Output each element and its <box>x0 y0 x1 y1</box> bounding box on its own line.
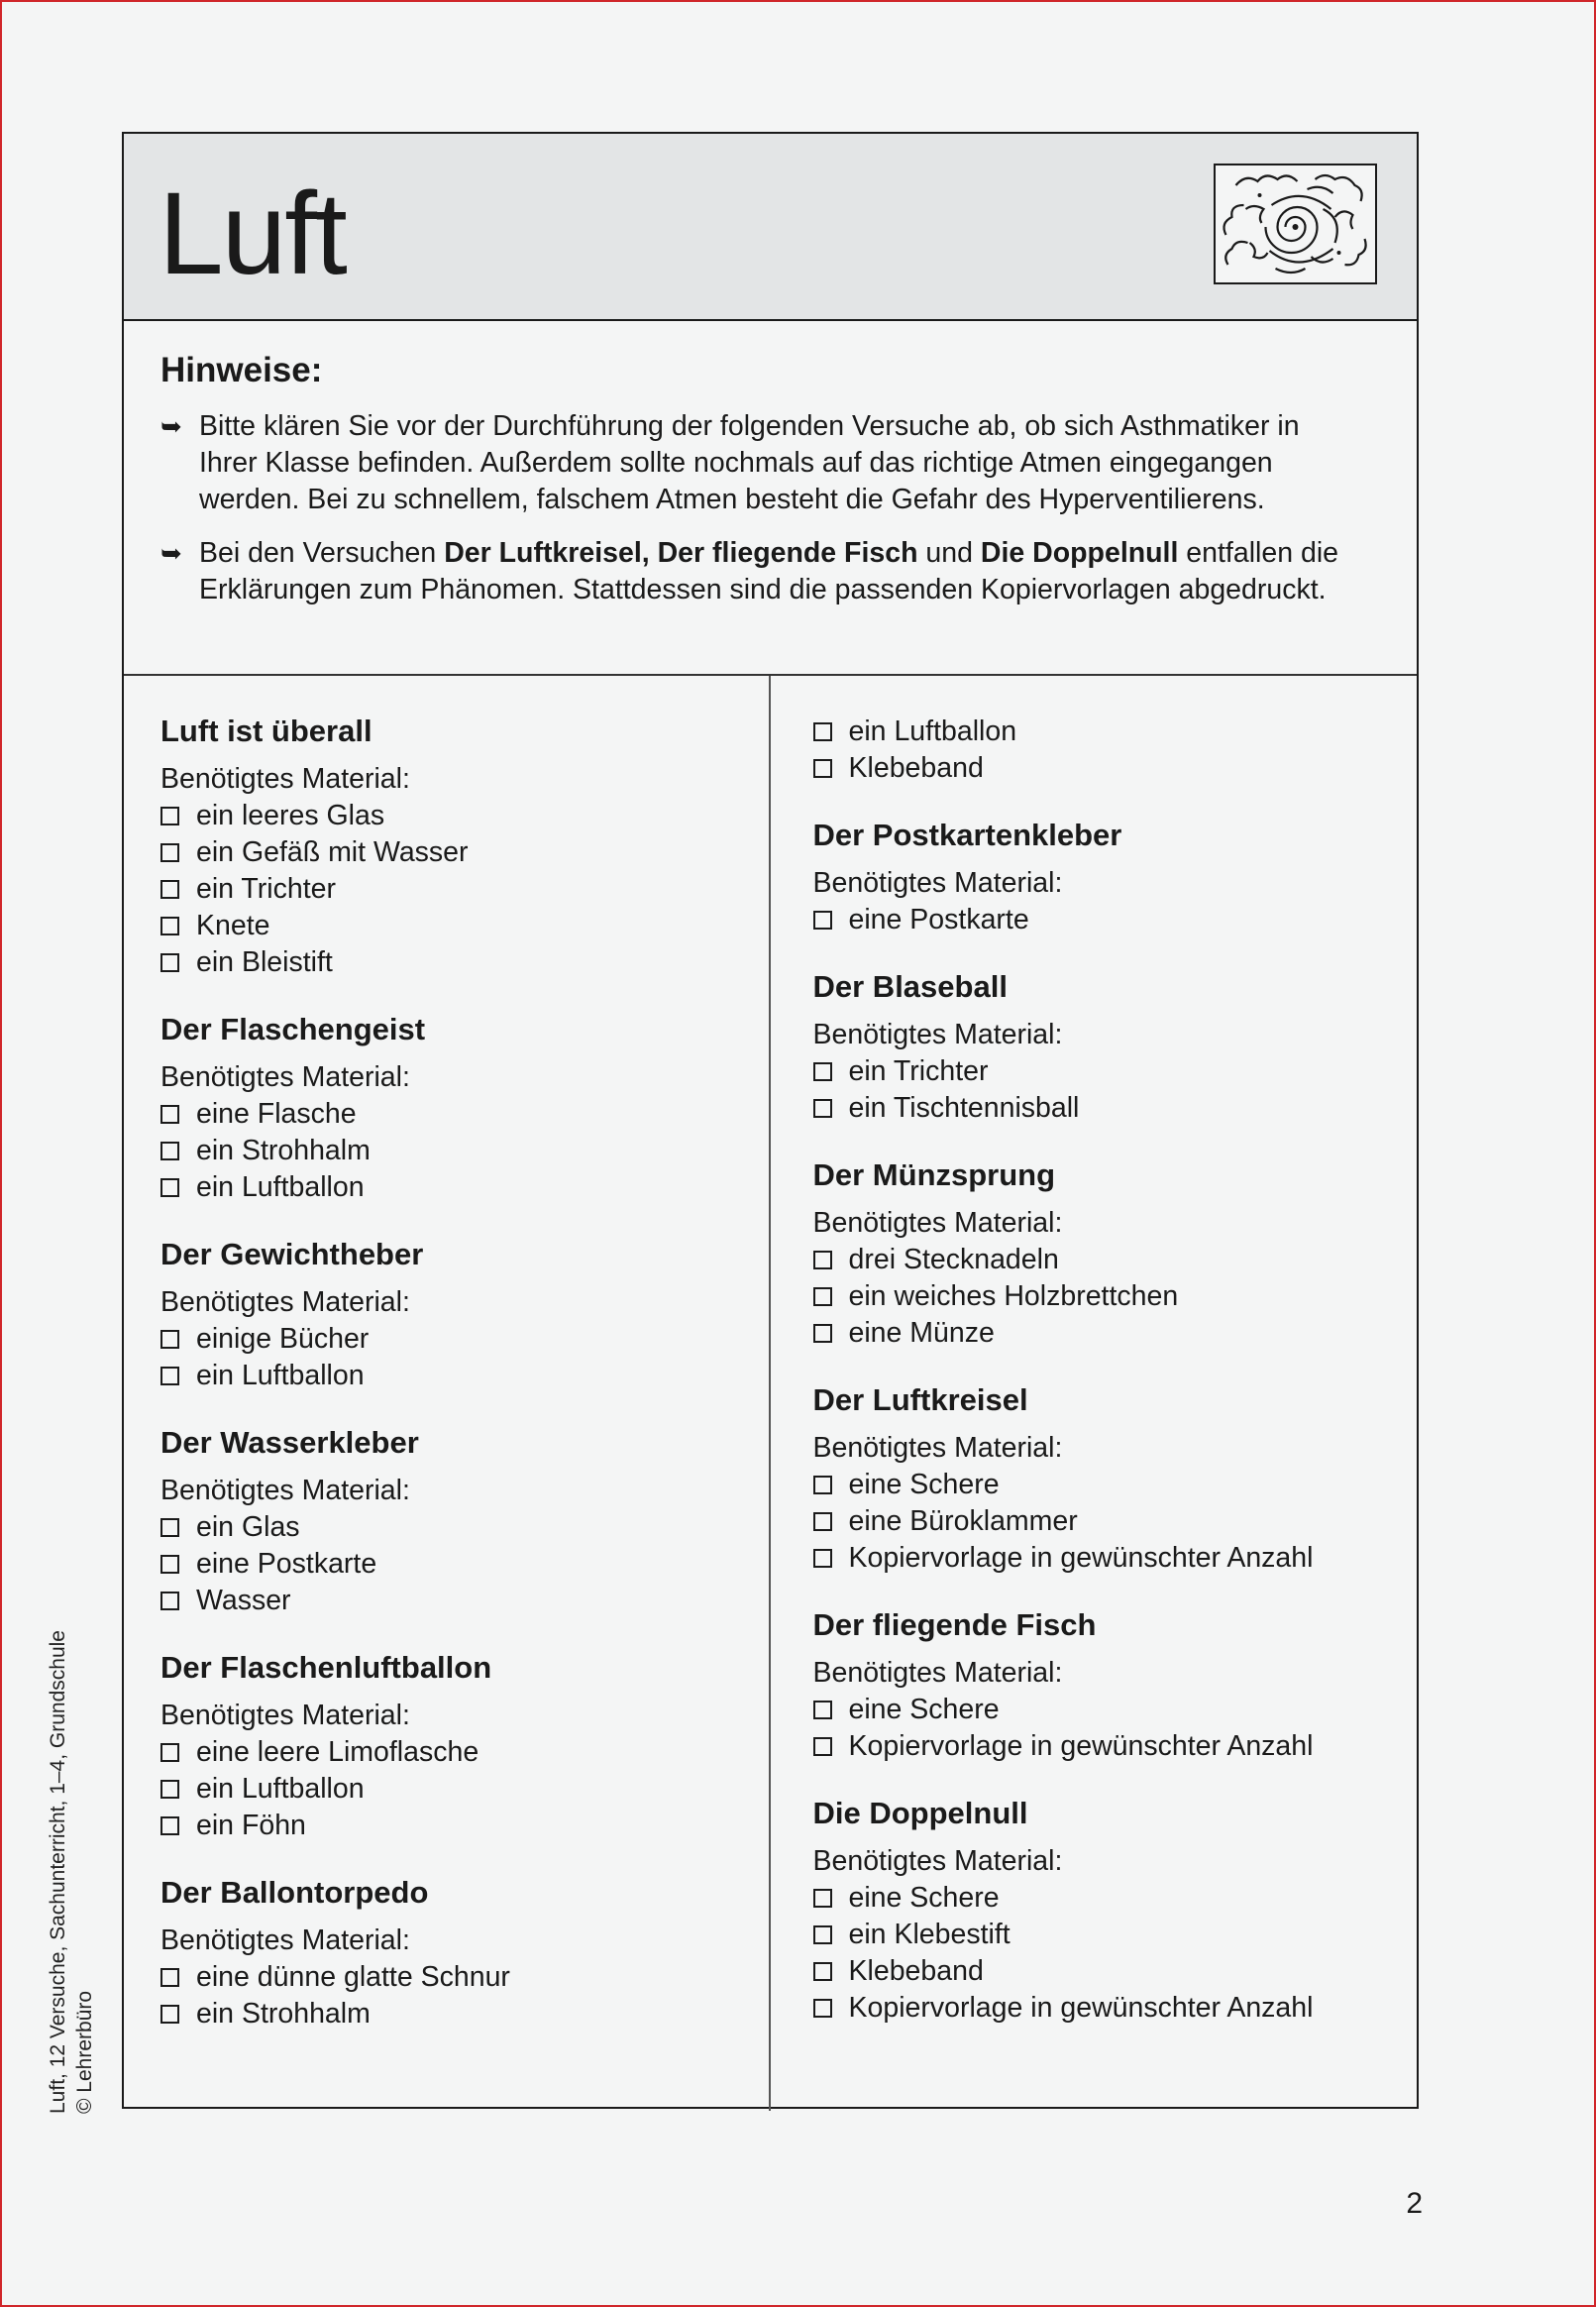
experiment-title: Luft ist überall <box>160 714 372 748</box>
experiment-title: Der Münzsprung <box>812 1157 1056 1192</box>
material-item <box>813 1540 1398 1577</box>
material-item-label: eine Schere <box>848 1882 1000 1914</box>
material-item-label: Klebeband <box>848 1955 984 1987</box>
material-item-label: eine leere Limoflasche <box>196 1736 479 1768</box>
checkbox-icon[interactable] <box>813 1287 832 1306</box>
material-label: Benötigtes Material: <box>812 867 1063 899</box>
material-item <box>813 1503 1398 1540</box>
material-item-label: ein Strohhalm <box>196 1998 371 2030</box>
checkbox-icon[interactable] <box>813 1701 832 1719</box>
checkbox-icon[interactable] <box>813 1889 832 1908</box>
experiment-title: Der Flaschenluftballon <box>160 1650 492 1685</box>
material-item-label: ein Luftballon <box>196 1360 365 1391</box>
material-item-label: Wasser <box>196 1585 291 1616</box>
material-item <box>813 1880 1398 1917</box>
material-item-label: Kopiervorlage in gewünschter Anzahl <box>848 1542 1314 1574</box>
material-item <box>813 750 1398 787</box>
checkbox-icon[interactable] <box>160 1367 179 1385</box>
checkbox-icon[interactable] <box>160 1518 179 1537</box>
material-item-label: ein Glas <box>196 1511 300 1543</box>
checkbox-icon[interactable] <box>813 1549 832 1568</box>
checkbox-icon[interactable] <box>160 2005 179 2024</box>
notes-heading: Hinweise: <box>160 351 323 389</box>
checkbox-icon[interactable] <box>160 1743 179 1762</box>
experiment-section <box>813 1380 1398 1577</box>
experiment-section <box>160 1423 749 1619</box>
header <box>124 134 1417 321</box>
material-item <box>160 1358 749 1394</box>
material-item-label: eine Münze <box>848 1317 995 1349</box>
experiment-title: Der fliegende Fisch <box>812 1607 1097 1642</box>
side-line-1: Luft, 12 Versuche, Sachunterricht, 1–4, Grundschule <box>47 1630 69 2114</box>
material-label: Benötigtes Material: <box>812 1207 1063 1239</box>
checkbox-icon[interactable] <box>160 880 179 899</box>
material-item-label: Knete <box>196 910 270 941</box>
material-item-label: eine Postkarte <box>196 1548 377 1580</box>
material-item <box>813 902 1398 938</box>
material-label: Benötigtes Material: <box>160 1286 410 1318</box>
checkbox-icon[interactable] <box>813 759 832 778</box>
material-item <box>813 1467 1398 1503</box>
checkbox-icon[interactable] <box>813 1512 832 1531</box>
side-line-2: © Lehrerbüro <box>73 1990 96 2114</box>
experiment-title: Die Doppelnull <box>812 1796 1028 1830</box>
experiment-section <box>813 1794 1398 2027</box>
material-item-label: eine Postkarte <box>848 904 1029 935</box>
material-label: Benötigtes Material: <box>160 1475 410 1506</box>
material-label: Benötigtes Material: <box>160 1700 410 1731</box>
material-item-label: eine Büroklammer <box>848 1505 1078 1537</box>
material-item <box>160 1546 749 1583</box>
experiment-section <box>160 1873 749 2032</box>
checkbox-icon[interactable] <box>160 807 179 825</box>
material-item-label: ein Luftballon <box>848 715 1017 747</box>
material-item-label: ein Luftballon <box>196 1773 365 1805</box>
checkbox-icon[interactable] <box>813 1999 832 2018</box>
material-columns <box>124 676 1417 2111</box>
experiment-title: Der Luftkreisel <box>812 1382 1028 1417</box>
checkbox-icon[interactable] <box>813 1099 832 1118</box>
material-item-label: ein Trichter <box>196 873 336 905</box>
left-column <box>124 676 771 2111</box>
material-label: Benötigtes Material: <box>160 763 410 795</box>
notes-section <box>124 321 1417 676</box>
experiment-section <box>160 1235 749 1394</box>
material-item <box>160 1734 749 1771</box>
material-item <box>813 1053 1398 1090</box>
note-text: Bitte klären Sie vor der Durchführung der folgenden Versuche ab, ob sich Asthmatiker in Ihrer Klasse befinden. Außerdem sollte nochmals auf das richtige Atmen eingegangen werden. Bei zu schnellem, falschem Atmen besteht die Gefahr des Hyperventilierens. <box>199 410 1300 515</box>
checkbox-icon[interactable] <box>813 911 832 930</box>
checkbox-icon[interactable] <box>160 953 179 972</box>
material-item <box>160 1321 749 1358</box>
material-item <box>160 798 749 834</box>
material-item <box>160 1509 749 1546</box>
material-item-label: ein Luftballon <box>196 1171 365 1203</box>
checkbox-icon[interactable] <box>160 1555 179 1574</box>
checkbox-icon[interactable] <box>160 1968 179 1987</box>
material-item <box>813 1990 1398 2027</box>
material-item-label: ein Tischtennisball <box>848 1092 1080 1124</box>
material-item-label: ein Trichter <box>848 1055 989 1087</box>
checkbox-icon[interactable] <box>813 1737 832 1756</box>
material-item <box>813 1278 1398 1315</box>
material-item <box>160 1771 749 1808</box>
material-label: Benötigtes Material: <box>812 1432 1063 1464</box>
material-item <box>160 1996 749 2032</box>
experiment-title: Der Blaseball <box>812 969 1008 1004</box>
material-item-label: ein Klebestift <box>848 1919 1011 1950</box>
right-column <box>771 676 1418 2111</box>
checkbox-icon[interactable] <box>813 1062 832 1081</box>
arrow-icon: ➥ <box>160 538 182 568</box>
wind-spiral-icon <box>1214 164 1377 284</box>
material-item-label: ein Bleistift <box>196 946 333 978</box>
material-label: Benötigtes Material: <box>160 1924 410 1956</box>
experiment-section <box>813 967 1398 1127</box>
material-label: Benötigtes Material: <box>160 1061 410 1093</box>
material-item <box>160 1808 749 1844</box>
note-item <box>160 535 1357 608</box>
material-item <box>160 1583 749 1619</box>
material-item <box>160 1133 749 1169</box>
worksheet <box>122 132 1419 2109</box>
checkbox-icon[interactable] <box>813 1476 832 1494</box>
checkbox-icon[interactable] <box>160 1592 179 1610</box>
material-item-label: eine Schere <box>848 1469 1000 1500</box>
material-item-label: Klebeband <box>848 752 984 784</box>
note-item <box>160 408 1357 518</box>
checkbox-icon[interactable] <box>160 1105 179 1124</box>
material-item-label: Kopiervorlage in gewünschter Anzahl <box>848 1730 1314 1762</box>
copyright-sidebar <box>45 1630 98 2114</box>
material-item <box>813 714 1398 750</box>
material-item <box>160 871 749 908</box>
material-item-label: drei Stecknadeln <box>848 1244 1059 1275</box>
experiment-title: Der Wasserkleber <box>160 1425 419 1460</box>
material-item <box>813 1692 1398 1728</box>
experiment-section <box>813 1605 1398 1765</box>
material-item <box>160 834 749 871</box>
material-item <box>160 908 749 944</box>
material-label: Benötigtes Material: <box>812 1657 1063 1689</box>
material-item-label: eine Flasche <box>196 1098 357 1130</box>
material-item <box>813 1315 1398 1352</box>
arrow-icon: ➥ <box>160 411 182 441</box>
checkbox-icon[interactable] <box>813 1925 832 1944</box>
material-item-label: eine Schere <box>848 1694 1000 1725</box>
material-item <box>813 1917 1398 1953</box>
material-item <box>160 1169 749 1206</box>
material-item-label: eine dünne glatte Schnur <box>196 1961 510 1993</box>
experiment-section <box>813 1155 1398 1352</box>
checkbox-icon[interactable] <box>160 917 179 935</box>
material-item-label: ein Föhn <box>196 1810 306 1841</box>
material-item-label: ein Strohhalm <box>196 1135 371 1166</box>
experiment-title: Der Postkartenkleber <box>812 818 1122 852</box>
material-item <box>813 1242 1398 1278</box>
checkbox-icon[interactable] <box>813 1324 832 1343</box>
material-item-label: ein Gefäß mit Wasser <box>196 836 469 868</box>
checkbox-icon[interactable] <box>160 1142 179 1160</box>
experiment-title: Der Gewichtheber <box>160 1237 424 1271</box>
material-item-label: ein leeres Glas <box>196 800 385 831</box>
material-item <box>160 1959 749 1996</box>
page-title: Luft <box>159 168 346 299</box>
note-text: Bei den Versuchen Der Luftkreisel, Der fliegende Fisch und Die Doppelnull entfallen die Erklärungen zum Phänomen. Stattdessen sind die passenden Kopiervorlagen abgedruckt. <box>199 537 1339 605</box>
experiment-section <box>160 712 749 981</box>
material-item <box>813 1728 1398 1765</box>
material-item-label: Kopiervorlage in gewünschter Anzahl <box>848 1992 1314 2024</box>
material-item <box>160 944 749 981</box>
material-item-label: einige Bücher <box>196 1323 370 1355</box>
checkbox-icon[interactable] <box>160 1178 179 1197</box>
material-item-label: ein weiches Holzbrettchen <box>848 1280 1179 1312</box>
page-number: 2 <box>1406 2187 1423 2220</box>
checkbox-icon[interactable] <box>160 1816 179 1835</box>
checkbox-icon[interactable] <box>160 1330 179 1349</box>
checkbox-icon[interactable] <box>813 1251 832 1269</box>
material-item <box>813 1953 1398 1990</box>
continued-list <box>813 714 1398 787</box>
checkbox-icon[interactable] <box>813 722 832 741</box>
material-item <box>160 1096 749 1133</box>
experiment-section <box>160 1010 749 1206</box>
material-label: Benötigtes Material: <box>812 1845 1063 1877</box>
experiment-section <box>160 1648 749 1844</box>
experiment-title: Der Ballontorpedo <box>160 1875 429 1910</box>
experiment-title: Der Flaschengeist <box>160 1012 426 1046</box>
experiment-section <box>813 816 1398 938</box>
checkbox-icon[interactable] <box>160 843 179 862</box>
checkbox-icon[interactable] <box>813 1962 832 1981</box>
material-item <box>813 1090 1398 1127</box>
checkbox-icon[interactable] <box>160 1780 179 1799</box>
material-label: Benötigtes Material: <box>812 1019 1063 1050</box>
